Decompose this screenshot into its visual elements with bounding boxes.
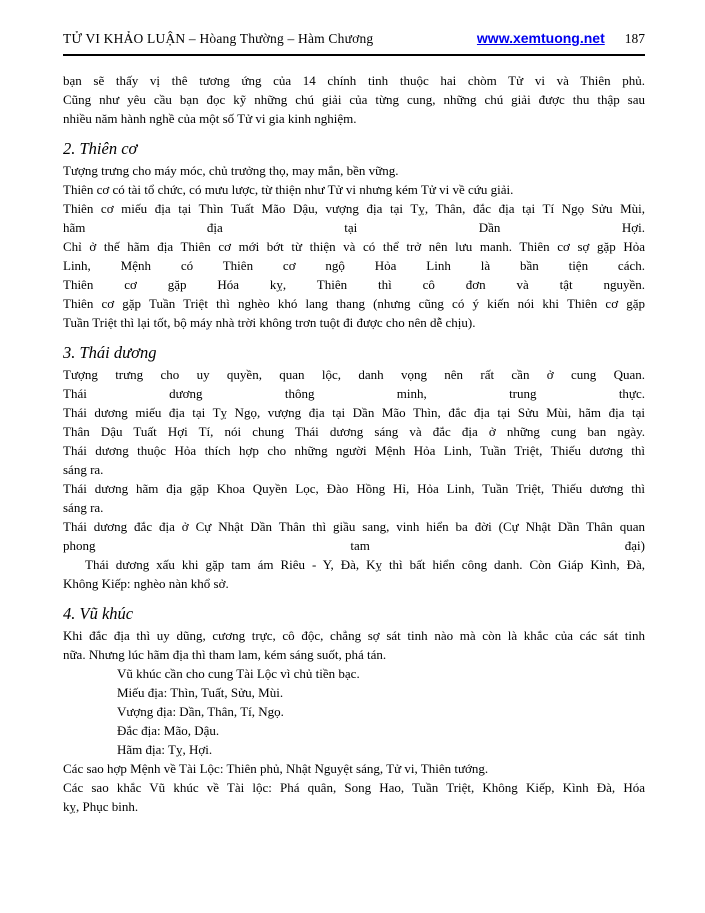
text-line: Không Kiếp: nghèo nàn khổ sở. bbox=[63, 576, 229, 591]
section-heading: 2. Thiên cơ bbox=[63, 139, 138, 158]
text-line: Khi đắc địa thì uy dũng, cương trực, cô độc, chẳng sợ sát tinh nào mà còn là khắc của các sát tinh bbox=[63, 628, 645, 643]
text-line: phong tam đại) bbox=[63, 538, 645, 553]
text-line: Các sao khắc Vũ khúc về Tài lộc: Phá quân, Song Hao, Tuần Triệt, Không Kiếp, Kình Đà, Hóa bbox=[63, 780, 645, 795]
text-line: Thái dương hãm địa gặp Khoa Quyền Lọc, Đào Hồng Hỉ, Hỏa Linh, Tuần Triệt, Thiếu dương thì bbox=[63, 481, 645, 496]
text-line: Thái dương thuộc Hỏa thích hợp cho những người Mệnh Hỏa Linh, Tuần Triệt, Thiếu dương thì bbox=[63, 443, 645, 458]
page-number: 187 bbox=[624, 31, 645, 46]
text-line: Chỉ ở thế hãm địa Thiên cơ mới bớt từ thiện và có thể trở nên lưu manh. Thiên cơ sợ gặp Hỏa bbox=[63, 239, 645, 254]
website-link[interactable]: www.xemtuong.net bbox=[476, 30, 605, 46]
text-line: Tượng trưng cho máy móc, chủ trưởng thọ, may mắn, bền vững. bbox=[63, 163, 399, 178]
text-line: Các sao hợp Mệnh về Tài Lộc: Thiên phủ, Nhật Nguyệt sáng, Tử vi, Thiên tướng. bbox=[63, 761, 489, 776]
text-line: Miếu địa: Thìn, Tuất, Sửu, Mùi. bbox=[117, 685, 284, 700]
text-line: Thái dương miếu địa tại Tỵ Ngọ, vượng địa tại Dần Mão Thìn, đắc địa tại Sửu Mùi, hãm địa tại bbox=[63, 405, 645, 420]
text-line: Thiên cơ gặp Hóa kỵ, Thiên thì cô đơn và tật nguyền. bbox=[63, 277, 645, 292]
section-heading: 4. Vũ khúc bbox=[63, 604, 134, 623]
text-line: nhiều năm hành nghề của một số Tử vi gia kinh nghiệm. bbox=[63, 111, 357, 126]
text-line: Thân Dậu Tuất Hợi Tí, nói chung Thái dương sáng và đắc địa ở những cung ban ngày. bbox=[63, 424, 645, 439]
text-line: Đắc địa: Mão, Dậu. bbox=[117, 723, 220, 738]
text-line: Vũ khúc cần cho cung Tài Lộc vì chủ tiền bạc. bbox=[117, 666, 360, 681]
text-line: Vượng địa: Dần, Thân, Tí, Ngọ. bbox=[117, 704, 284, 719]
document-body bbox=[63, 71, 645, 816]
text-line: Linh, Mệnh có Thiên cơ ngộ Hỏa Linh là bần tiện cách. bbox=[63, 258, 645, 273]
text-line: Thái dương xấu khi gặp tam ám Riêu - Y, Đà, Kỵ thì bất hiển công danh. Còn Giáp Kình, Đà, bbox=[85, 557, 645, 572]
page-header bbox=[63, 30, 645, 56]
text-line: Thiên cơ gặp Tuần Triệt thì nghèo khó lang thang (nhưng cũng có ý kiến nói khi Thiên cơ gặp bbox=[63, 296, 645, 311]
text-line: hãm địa tại Dần Hợi. bbox=[63, 220, 645, 235]
text-line: Hãm địa: Tỵ, Hợi. bbox=[117, 742, 213, 757]
text-line: kỵ, Phục binh. bbox=[63, 799, 139, 814]
section-heading: 3. Thái dương bbox=[63, 343, 157, 362]
text-line: sáng ra. bbox=[63, 500, 104, 515]
text-line: Thiên cơ có tài tổ chức, có mưu lược, từ thiện như Tử vi nhưng kém Tử vi về cứu giải. bbox=[63, 182, 514, 197]
text-line: sáng ra. bbox=[63, 462, 104, 477]
text-line: nữa. Nhưng lúc hãm địa thì tham lam, kém sáng suốt, phá tán. bbox=[63, 647, 387, 662]
text-line: Tuần Triệt thì lại tốt, bộ máy nhà trời không trơn tuột đi được cho nên dễ chịu). bbox=[63, 315, 476, 330]
text-line: Thái dương thông minh, trung thực. bbox=[63, 386, 645, 401]
text-line: Thiên cơ miếu địa tại Thìn Tuất Mão Dậu, vượng địa tại Tỵ, Thân, đắc địa tại Tí Ngọ Sửu Mùi, bbox=[63, 201, 645, 216]
text-line: bạn sẽ thấy vị thê tương ứng của 14 chính tinh thuộc hai chòm Tử vi và Thiên phủ. bbox=[63, 73, 645, 88]
book-title: TỬ VI KHẢO LUẬN – Hòang Thường – Hàm Chương bbox=[63, 31, 374, 46]
text-line: Thái dương đắc địa ở Cự Nhật Dần Thân thì giầu sang, vinh hiển ba đời (Cự Nhật Dần Thân quan bbox=[63, 519, 645, 534]
text-line: Tượng trưng cho uy quyền, quan lộc, danh vọng nên rất cần ở cung Quan. bbox=[63, 367, 645, 382]
text-line: Cũng như yêu cầu bạn đọc kỹ những chú giải của từng cung, những chú giải được thu thập sau bbox=[63, 92, 645, 107]
